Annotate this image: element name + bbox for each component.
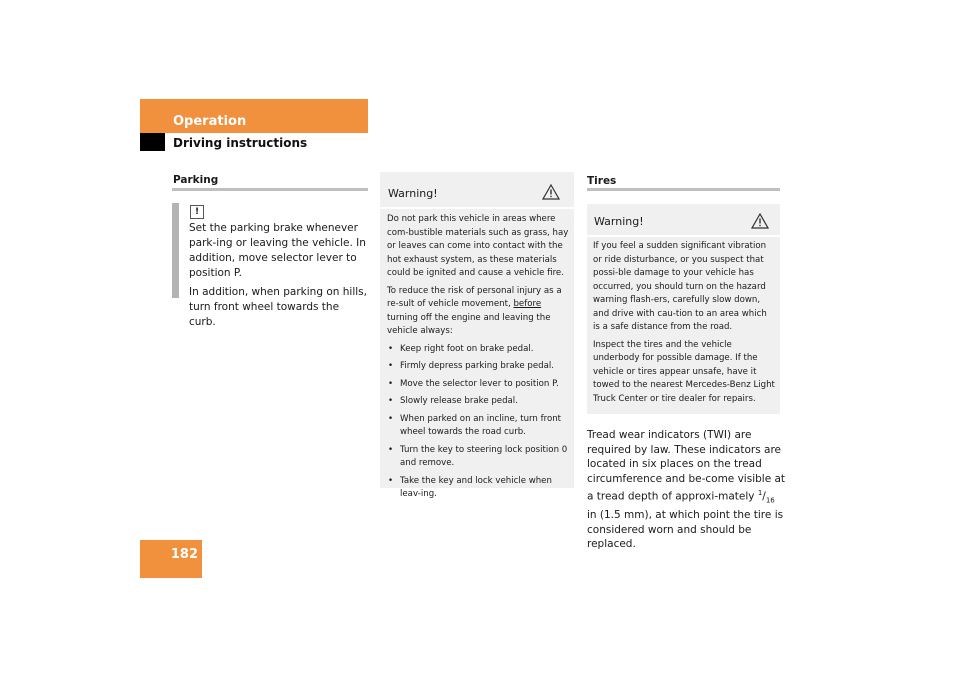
list-item: • Keep right foot on brake pedal. [387,343,569,357]
tires-warning-rule [587,235,780,237]
parking-warning-paragraph-1: Do not park this vehicle in areas where com-bustible materials such as grass, hay or leaves can come into contact with the hot exhaust system, as these materials could be ignited and cause a vehicle fire. [387,214,569,278]
fraction-slash: / [762,490,766,503]
parking-warning-paragraph-2 [387,285,569,339]
list-item: • Slowly release brake pedal. [387,395,569,409]
header-black-marker [140,133,165,151]
list-item: • Move the selector lever to position P. [387,378,569,392]
parking-note [189,221,369,334]
parking-warning-body [387,213,569,506]
parking-note-paragraph-1: Set the parking brake whenever park-ing or leaving the vehicle. In addition, move selector lever to position P. [189,222,366,279]
tires-warning-body [593,240,775,410]
tires-heading-rule [587,188,780,191]
page-number: 182 [170,547,198,562]
note-exclamation-icon: ! [190,205,204,219]
fraction-numerator: 1 [757,489,763,497]
list-item: • Firmly depress parking brake pedal. [387,360,569,374]
parking-heading: Parking [173,174,219,186]
parking-warning-rule [380,207,574,209]
tires-body-text [587,428,787,552]
tires-heading: Tires [587,175,617,187]
tires-warning-box [587,204,780,414]
parking-warning-paragraph-2-tail: turning off the engine and leaving the vehicle always: [387,312,551,336]
list-item: • When parked on an incline, turn front wheel towards the road curb. [387,413,569,440]
parking-heading-rule [172,188,368,191]
warning-triangle-icon [751,213,769,229]
tires-body-text-start: Tread wear indicators (TWI) are required by law. These indicators are located in six places on the tread circumference and be-come visible at a tread depth of approxi-mately [587,429,786,503]
list-item: • Turn the key to steering lock position 0 and remove. [387,444,569,471]
tires-body-text-end: in (1.5 mm), at which point the tire is considered worn and should be replaced. [587,509,784,551]
list-item: • Take the key and lock vehicle when leav-ing. [387,475,569,502]
parking-warning-box [380,172,574,499]
parking-note-paragraph-2: In addition, when parking on hills, turn front wheel towards the curb. [189,286,367,328]
parking-warning-list [387,343,569,502]
warning-triangle-icon [542,184,560,200]
underlined-word: before [513,299,542,309]
tires-warning-paragraph-2: Inspect the tires and the vehicle underbody for possible damage. If the vehicle or tires appear unsafe, have it towed to the nearest Mercedes-Benz Light Truck Center or tire dealer for repairs. [593,339,775,404]
tires-warning-title: Warning! [594,215,644,228]
parking-warning-title: Warning! [388,187,438,200]
section-title: Operation [173,114,247,129]
subsection-title: Driving instructions [173,136,308,150]
note-bar [172,203,179,298]
tires-warning-paragraph-1: If you feel a sudden significant vibration or ride disturbance, or you suspect that possi-ble damage to your vehicle has occurred, you should turn on the hazard warning flash-ers, carefully slow down, and drive with cau-tion to an area which is a safe distance from the road. [593,241,767,332]
parking-warning-paragraph-2-text: To reduce the risk of personal injury as a re-sult of vehicle movement, [387,285,562,309]
fraction-denominator: 16 [765,496,775,505]
